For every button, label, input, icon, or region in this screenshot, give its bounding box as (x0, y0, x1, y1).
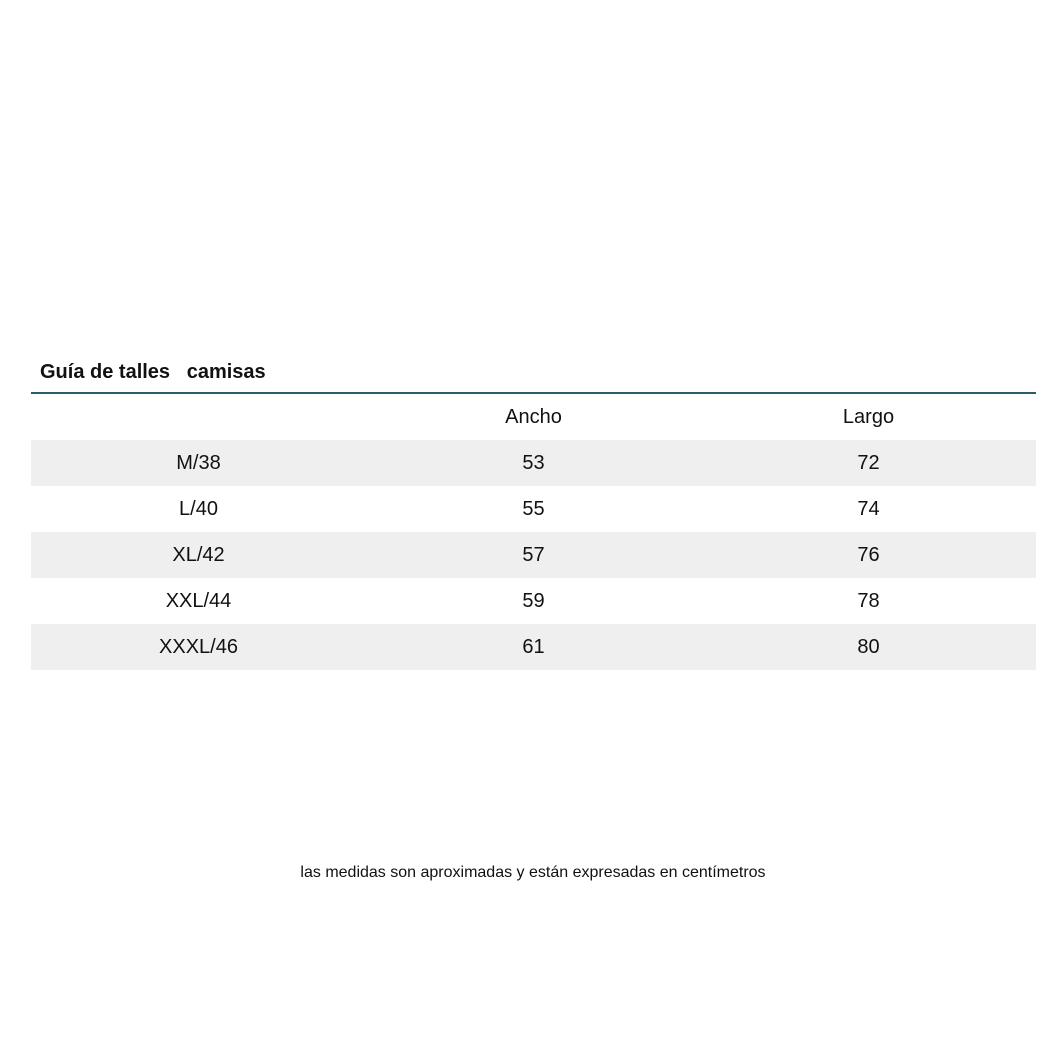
largo-cell: 78 (857, 590, 880, 612)
size-cell: XXL/44 (165, 590, 232, 612)
size-cell: XXXL/46 (159, 636, 238, 658)
table-row (31, 624, 1036, 670)
size-cell: XL/42 (172, 544, 225, 566)
ancho-cell: 59 (522, 590, 545, 612)
header-ancho: Ancho (505, 406, 562, 428)
largo-cell: 80 (857, 636, 880, 658)
largo-cell: 74 (857, 498, 880, 520)
page-title: Guía de talles camisas (40, 361, 266, 383)
largo-cell: 76 (857, 544, 880, 566)
table-row (31, 440, 1036, 486)
ancho-cell: 61 (522, 636, 545, 658)
table-header-row (31, 394, 1036, 440)
ancho-cell: 53 (522, 452, 545, 474)
size-cell: M/38 (176, 452, 221, 474)
size-cell: L/40 (179, 498, 218, 520)
ancho-cell: 57 (522, 544, 545, 566)
measurement-note: las medidas son aproximadas y están expresadas en centímetros (300, 864, 766, 881)
header-largo: Largo (842, 406, 895, 428)
table-row (31, 578, 1036, 624)
table-row (31, 486, 1036, 532)
ancho-cell: 55 (522, 498, 545, 520)
size-table (31, 394, 1036, 670)
largo-cell: 72 (857, 452, 880, 474)
table-row (31, 532, 1036, 578)
